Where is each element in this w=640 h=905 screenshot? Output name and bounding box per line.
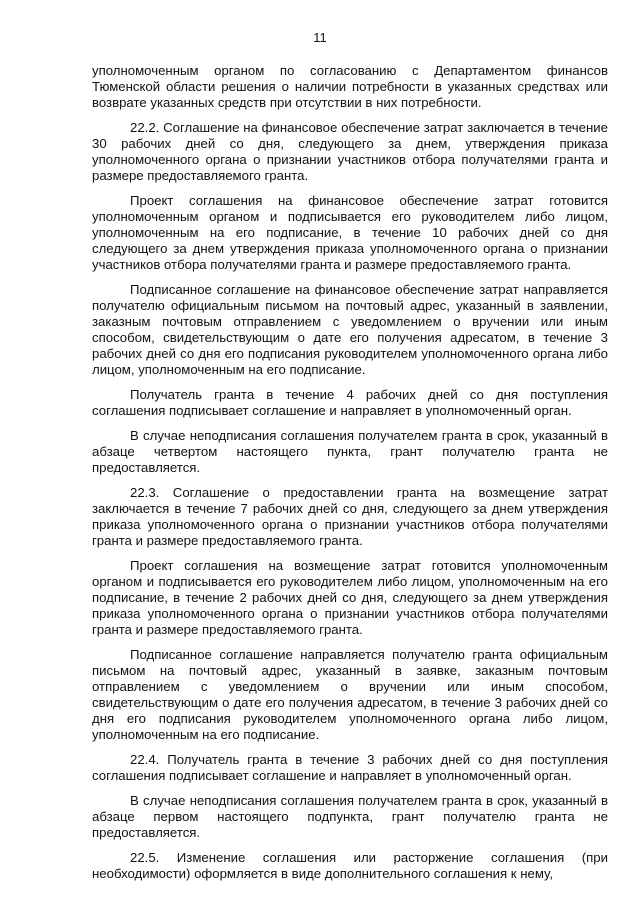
- page-number: 11: [313, 30, 327, 45]
- paragraph: Подписанное соглашение направляется получателю гранта официальным письмом на почтовый адрес, указанный в заявке, заказным почтовым отправлением с уведомлением о вручении или иным способом, свидетельствующим о дате его получения адресатом, в течение 3 рабочих дней со дня его подписания руководителем уполномоченного органа либо лицом, уполномоченным на его подписание.: [92, 647, 608, 742]
- paragraph: В случае неподписания соглашения получателем гранта в срок, указанный в абзаце четвертом настоящего пункта, грант получателю гранта не предоставляется.: [92, 428, 608, 475]
- paragraph-22-4: 22.4. Получатель гранта в течение 3 рабочих дней со дня поступления соглашения подписывает соглашение и направляет в уполномоченный орган.: [92, 752, 608, 783]
- paragraph: Получатель гранта в течение 4 рабочих дней со дня поступления соглашения подписывает соглашение и направляет в уполномоченный орган.: [92, 387, 608, 418]
- paragraph: Проект соглашения на финансовое обеспечение затрат готовится уполномоченным органом и подписывается его руководителем либо лицом, уполномоченным на его подписание, в течение 10 рабочих дней со дня следующего за днем утверждения приказа уполномоченного органа о признании участников отбора получателями гранта и размере предоставляемого гранта.: [92, 193, 608, 272]
- paragraph-22-5: 22.5. Изменение соглашения или расторжение соглашения (при необходимости) оформляется в виде дополнительного соглашения к нему,: [92, 850, 608, 881]
- paragraph-22-2: 22.2. Соглашение на финансовое обеспечение затрат заключается в течение 30 рабочих дней со дня, следующего за днем, утверждения приказа уполномоченного органа о признании участников отбора получателями гранта и размере предоставляемого гранта.: [92, 120, 608, 183]
- paragraph: Проект соглашения на возмещение затрат готовится уполномоченным органом и подписывается его руководителем либо лицом, уполномоченным на его подписание, в течение 2 рабочих дней со дня, следующего за днем утверждения приказа уполномоченного органа о признании участников отбора получателями гранта и размере предоставляемого гранта.: [92, 558, 608, 637]
- paragraph-22-3: 22.3. Соглашение о предоставлении гранта на возмещение затрат заключается в течение 7 рабочих дней со дня, следующего за днем утверждения приказа уполномоченного органа о признании участников отбора получателями гранта и размере предоставляемого гранта.: [92, 485, 608, 548]
- paragraph: Подписанное соглашение на финансовое обеспечение затрат направляется получателю официальным письмом на почтовый адрес, указанный в заявлении, заказным почтовым отправлением с уведомлением о вручении или иным способом, свидетельствующим о дате его получения адресатом, в течение 3 рабочих дней со дня его подписания руководителем уполномоченного органа либо лицом, уполномоченным на его подписание.: [92, 282, 608, 377]
- paragraph-continuation: уполномоченным органом по согласованию с Департаментом финансов Тюменской области решения о наличии потребности в указанных средствах или возврате указанных средств при отсутствии в них потребности.: [92, 63, 608, 110]
- document-body: [92, 63, 608, 891]
- paragraph: В случае неподписания соглашения получателем гранта в срок, указанный в абзаце первом настоящего подпункта, грант получателю гранта не предоставляется.: [92, 793, 608, 840]
